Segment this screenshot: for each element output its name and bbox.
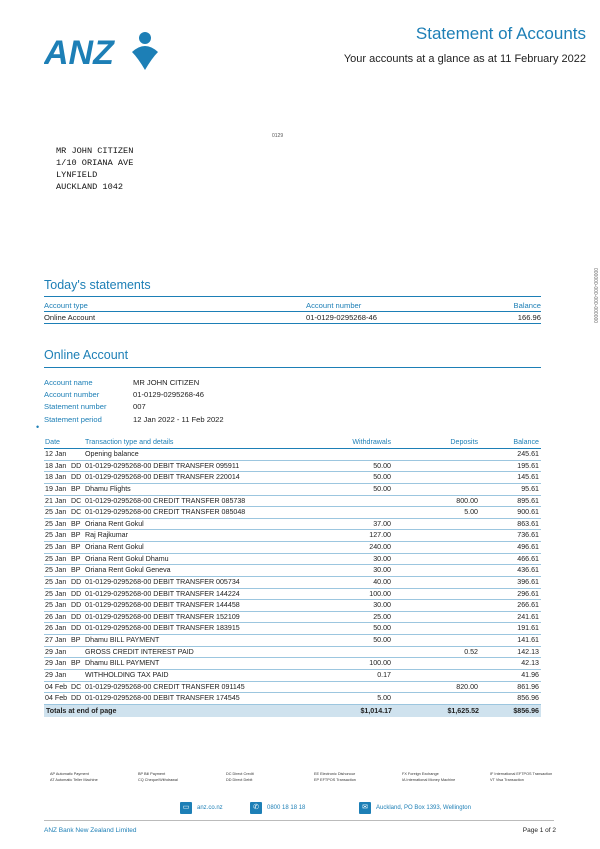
cell-withdrawals: 50.00: [373, 624, 391, 633]
todays-statements-table: [44, 300, 541, 324]
cell-balance: 41.96: [521, 670, 539, 679]
address-line: MR JOHN CITIZEN: [56, 146, 134, 156]
cell-code: DC: [71, 496, 82, 505]
table-row: [44, 461, 541, 473]
cell-withdrawals: [341, 682, 391, 693]
cell-withdrawals: 25.00: [373, 612, 391, 621]
cell-code: DD: [71, 694, 82, 703]
cell-withdrawals: 50.00: [373, 461, 391, 470]
cell-deposits: [391, 449, 478, 460]
cell-date: 04 Feb: [45, 682, 68, 691]
cell-details: Dhamu Flights: [85, 484, 131, 493]
cell-withdrawals: 5.00: [377, 694, 391, 703]
legend-row: AT Automatic Teller Machine CQ Cheque/Withdrawal DD Direct Debit EP EFTPOS Transaction IA International Money Machine VT Visa Transaction: [50, 778, 524, 782]
mail-icon: ✉: [359, 802, 371, 814]
totals-row: Totals at end of page $1,014.17 $1,625.52 $856.96: [46, 706, 539, 715]
cell-withdrawals: [341, 507, 391, 518]
page-title: Statement of Accounts: [415, 24, 586, 43]
cell-deposits: [391, 600, 478, 611]
cell-code: BP: [71, 566, 81, 575]
cell-deposits: 800.00: [456, 496, 478, 505]
cell-deposits: [391, 461, 478, 472]
table-row: [44, 658, 541, 670]
table-row: [44, 554, 541, 566]
cell-withdrawals: 127.00: [369, 531, 391, 540]
table-row: [44, 542, 541, 554]
table-row: [44, 670, 541, 682]
table-header: Account type Account number Balance: [44, 301, 541, 310]
cell-code: DD: [71, 577, 82, 586]
cell-date: 12 Jan: [45, 450, 67, 458]
cell-details: 01-0129-0295268-00 DEBIT TRANSFER 152109: [85, 612, 240, 621]
table-row: Online Account 01-0129-0295268-46 166.96: [44, 313, 541, 322]
cell-details: 01-0129-0295268-00 DEBIT TRANSFER 183915: [85, 624, 240, 633]
cell-date: 29 Jan: [45, 659, 67, 668]
table-row: [44, 496, 541, 508]
cell-withdrawals: 50.00: [373, 484, 391, 493]
cell-balance: 861.96: [517, 682, 539, 691]
table-row: [44, 647, 541, 659]
cell-details: 01-0129-0295268-00 CREDIT TRANSFER 085048: [85, 508, 246, 517]
cell-withdrawals: 50.00: [373, 473, 391, 482]
cell-balance: 266.61: [517, 601, 539, 610]
cell-code: [71, 449, 85, 460]
web-icon: ▭: [180, 802, 192, 814]
cell-date: 29 Jan: [45, 647, 67, 656]
cell-balance: 436.61: [517, 566, 539, 575]
cell-details: Oriana Rent Gokul Dhamu: [85, 554, 169, 563]
cell-balance: 496.61: [517, 543, 539, 551]
cell-withdrawals: [341, 496, 391, 507]
cell-code: DD: [71, 589, 82, 598]
cell-withdrawals: 30.00: [373, 554, 391, 563]
cell-code: BP: [71, 531, 81, 540]
contact-phone[interactable]: ✆ 0800 18 18 18: [250, 802, 305, 814]
cell-balance: 736.61: [517, 531, 539, 540]
logo-figures-icon: [132, 32, 158, 70]
cell-deposits: [391, 623, 478, 634]
cell-date: 25 Jan: [45, 543, 67, 551]
online-account-heading: Online Account: [44, 348, 129, 362]
cell-details: Dhamu BILL PAYMENT: [85, 636, 160, 644]
cell-deposits: [391, 589, 478, 600]
cell-deposits: [391, 658, 478, 669]
cell-details: Oriana Rent Gokul: [85, 519, 144, 528]
contact-post: ✉ Auckland, PO Box 1393, Wellington: [359, 802, 471, 814]
cell-code: DD: [71, 624, 82, 633]
cell-date: 18 Jan: [45, 473, 67, 482]
mailing-address: [56, 145, 133, 193]
cell-balance: 142.13: [517, 647, 539, 656]
cell-date: 25 Jan: [45, 601, 67, 610]
cell-withdrawals: 37.00: [373, 519, 391, 528]
account-number-row: Account number 01-0129-0295268-46: [44, 390, 204, 400]
table-row: [44, 612, 541, 624]
transactions-table: [44, 437, 541, 717]
cell-code: DC: [71, 682, 82, 691]
online-account-section: [44, 348, 541, 368]
cell-deposits: [391, 472, 478, 483]
cell-balance: 900.61: [517, 508, 539, 517]
cell-date: 25 Jan: [45, 531, 67, 540]
cell-balance: 396.61: [517, 577, 539, 586]
cell-date: 27 Jan: [45, 636, 67, 644]
cell-code: BP: [71, 659, 81, 668]
cell-details: 01-0129-0295268-00 DEBIT TRANSFER 174545: [85, 694, 240, 703]
logo-text: ANZ: [44, 34, 114, 70]
cell-code: BP: [71, 519, 81, 528]
todays-statements-heading: Today's statements: [44, 278, 151, 292]
cell-details: 01-0129-0295268-00 CREDIT TRANSFER 091145: [85, 682, 245, 691]
address-line: 1/10 ORIANA AVE: [56, 158, 134, 168]
table-row: [44, 449, 541, 461]
cell-deposits: [391, 530, 478, 541]
table-row: [44, 472, 541, 484]
todays-statements-section: [44, 278, 541, 297]
cell-withdrawals: 0.17: [377, 670, 391, 679]
cell-balance: 856.96: [517, 694, 539, 703]
cell-balance: 95.61: [521, 484, 539, 493]
side-reference-code: 000000-000-000-000000: [592, 268, 598, 324]
cell-code: DC: [71, 508, 82, 517]
page-subtitle: Your accounts at a glance as at 11 February 2022: [343, 53, 586, 65]
cell-details: 01-0129-0295268-00 DEBIT TRANSFER 220014: [85, 473, 240, 482]
cell-details: 01-0129-0295268-00 DEBIT TRANSFER 144458: [85, 601, 240, 610]
cell-details: GROSS CREDIT INTEREST PAID: [85, 647, 194, 656]
cell-details: Dhamu BILL PAYMENT: [85, 659, 160, 668]
cell-details: Oriana Rent Gokul: [85, 543, 144, 551]
cell-code: BP: [71, 543, 81, 551]
cell-deposits: [391, 542, 478, 553]
cell-details: Oriana Rent Gokul Geneva: [85, 566, 171, 575]
cell-code: DD: [71, 461, 82, 470]
cell-code: [71, 647, 85, 658]
cell-details: 01-0129-0295268-00 DEBIT TRANSFER 144224: [85, 589, 240, 598]
cell-withdrawals: 30.00: [373, 566, 391, 575]
cell-details: Raj Rajkumar: [85, 531, 128, 540]
cell-withdrawals: 240.00: [369, 543, 391, 551]
branch-code: 0129: [272, 133, 284, 139]
table-row: [44, 693, 541, 705]
cell-deposits: [391, 565, 478, 576]
cell-balance: 466.61: [517, 554, 539, 563]
cell-code: BP: [71, 636, 81, 644]
cell-withdrawals: [341, 449, 391, 460]
statement-number-row: Statement number 007: [44, 402, 146, 412]
cell-details: Opening balance: [85, 450, 139, 458]
cell-date: 29 Jan: [45, 670, 67, 679]
statement-period-row: Statement period 12 Jan 2022 - 11 Feb 2022: [44, 414, 224, 424]
cell-deposits: [391, 484, 478, 495]
account-name-row: Account name MR JOHN CITIZEN: [44, 378, 200, 387]
cell-deposits: [391, 577, 478, 588]
table-row: [44, 589, 541, 601]
table-row: [44, 530, 541, 542]
legend-row: AP Automatic Payment BP Bill Payment DC Direct Credit EE Electronic Dishonour FX Foreign Exchange IF International EFTPOS Transaction: [50, 772, 553, 776]
cell-balance: 195.61: [517, 461, 539, 470]
table-row: [44, 623, 541, 635]
cell-deposits: [391, 612, 478, 623]
table-row: [44, 635, 541, 647]
page-number: Page 1 of 2: [522, 827, 556, 834]
cell-code: DD: [71, 612, 82, 621]
cell-balance: 141.61: [517, 636, 539, 644]
cell-date: 26 Jan: [45, 612, 67, 621]
cell-date: 26 Jan: [45, 624, 67, 633]
transaction-code-legend: [50, 771, 580, 783]
cell-date: 25 Jan: [45, 508, 67, 517]
phone-icon: ✆: [250, 802, 262, 814]
divider: [44, 367, 541, 368]
cell-balance: 895.61: [517, 496, 539, 505]
cell-code: DD: [71, 473, 82, 482]
cell-balance: 241.61: [517, 612, 539, 621]
cell-code: BP: [71, 484, 81, 493]
cell-deposits: [391, 670, 478, 681]
cell-date: 18 Jan: [45, 461, 67, 470]
cell-details: WITHHOLDING TAX PAID: [85, 670, 169, 679]
cell-balance: 145.61: [517, 473, 539, 482]
bank-name: ANZ Bank New Zealand Limited: [44, 827, 137, 834]
cell-date: 04 Feb: [45, 694, 68, 703]
cell-deposits: [391, 554, 478, 565]
cell-withdrawals: 100.00: [369, 589, 391, 598]
contact-web[interactable]: ▭ anz.co.nz: [180, 802, 223, 814]
cell-code: [71, 670, 85, 681]
cell-deposits: 820.00: [456, 682, 478, 691]
cell-deposits: 5.00: [464, 508, 478, 517]
cell-details: 01-0129-0295268-00 DEBIT TRANSFER 095911: [85, 461, 240, 470]
cell-withdrawals: 50.00: [373, 636, 391, 644]
cell-date: 25 Jan: [45, 589, 67, 598]
cell-balance: 863.61: [517, 519, 539, 528]
cell-balance: 296.61: [517, 589, 539, 598]
cell-balance: 245.61: [517, 450, 539, 458]
footer-divider: [44, 820, 554, 821]
table-row: [44, 682, 541, 694]
cell-withdrawals: 30.00: [373, 601, 391, 610]
address-line: AUCKLAND 1042: [56, 182, 124, 192]
cell-deposits: 0.52: [464, 647, 478, 656]
table-row: [44, 577, 541, 589]
cell-code: BP: [71, 554, 81, 563]
cell-balance: 191.61: [517, 624, 539, 633]
table-row: [44, 600, 541, 612]
address-line: LYNFIELD: [56, 170, 98, 180]
cell-date: 25 Jan: [45, 519, 67, 528]
cell-details: 01-0129-0295268-00 CREDIT TRANSFER 085738: [85, 496, 246, 505]
cell-date: 19 Jan: [45, 484, 67, 493]
cell-date: 25 Jan: [45, 554, 67, 563]
cell-withdrawals: 100.00: [369, 659, 391, 668]
cell-deposits: [391, 693, 478, 704]
divider: [44, 323, 541, 324]
cell-date: 25 Jan: [45, 566, 67, 575]
cell-details: 01-0129-0295268-00 DEBIT TRANSFER 005734: [85, 577, 240, 586]
table-row: [44, 507, 541, 519]
transactions-body: [44, 449, 541, 705]
account-details: [44, 377, 224, 426]
bullet-marker: •: [36, 422, 40, 432]
cell-date: 21 Jan: [45, 496, 67, 505]
cell-withdrawals: [341, 647, 391, 658]
table-row: [44, 565, 541, 577]
table-row: [44, 484, 541, 496]
cell-balance: 42.13: [521, 659, 539, 668]
table-row: [44, 519, 541, 531]
cell-deposits: [391, 635, 478, 646]
divider: [44, 296, 541, 297]
cell-withdrawals: 40.00: [373, 577, 391, 586]
anz-logo: [44, 28, 164, 70]
cell-date: 25 Jan: [45, 577, 67, 586]
cell-deposits: [391, 519, 478, 530]
cell-code: DD: [71, 601, 82, 610]
table-header: Date Transaction type and details Withdrawals Deposits Balance: [45, 438, 539, 446]
